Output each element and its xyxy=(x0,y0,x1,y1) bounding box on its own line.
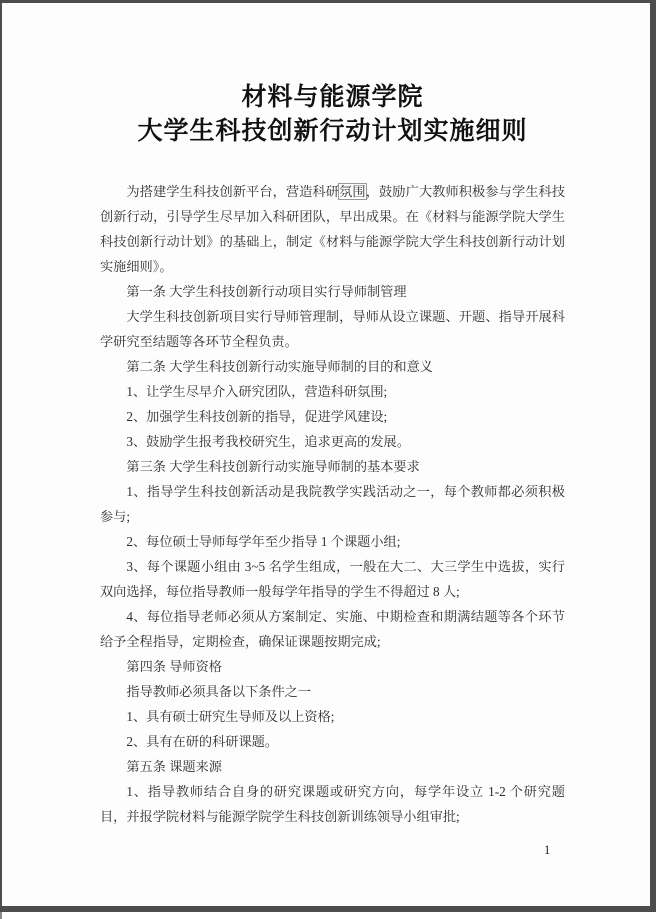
paragraph: 指导教师必须具备以下条件之一 xyxy=(126,684,312,699)
document-body xyxy=(100,179,565,829)
paragraph: 4、每位指导老师必须从方案制定、实施、中期检查和期满结题等各个环节给予全程指导，定期检查，确保证课题按期完成; xyxy=(100,609,565,649)
paragraph: 2、加强学生科技创新的指导，促进学风建设; xyxy=(126,409,388,424)
page-number: 1 xyxy=(544,843,551,857)
paragraph: 2、每位硕士导师每学年至少指导 1 个课题小组; xyxy=(126,534,401,549)
paragraph: 1、指导学生科技创新活动是我院教学实践活动之一，每个教师都必须积极参与; xyxy=(100,484,565,524)
section-heading: 第五条 课题来源 xyxy=(126,759,222,774)
paragraph: 1、让学生尽早介入研究团队，营造科研氛围; xyxy=(126,384,388,399)
paragraph: 2、具有在研的科研课题。 xyxy=(126,734,279,749)
document-title xyxy=(100,80,565,148)
page-content xyxy=(2,80,650,919)
paragraph: 大学生科技创新项目实行导师管理制，导师从设立课题、开题、指导开展科学研究至结题等各环节全程负责。 xyxy=(100,309,565,349)
section-heading: 第四条 导师资格 xyxy=(126,659,222,674)
paragraph: 1、指导教师结合自身的研究课题或研究方向，每学年设立 1-2 个研究题目，并报学院材料与能源学院学生科技创新训练领导小组审批; xyxy=(100,784,565,824)
boxed-text-field: 氛围 xyxy=(339,184,366,199)
section-heading: 第三条 大学生科技创新行动实施导师制的基本要求 xyxy=(126,459,420,474)
section-heading: 第一条 大学生科技创新行动项目实行导师制管理 xyxy=(126,284,407,299)
paragraph: 3、每个课题小组由 3~5 名学生组成，一般在大二、大三学生中选拔，实行双向选择，每位指导教师一般每学年指导的学生不得超过 8 人; xyxy=(100,559,565,599)
paragraph: 为搭建学生科技创新平台，营造科研氛围，鼓励广大教师积极参与学生科技创新行动，引导学生尽早加入科研团队，早出成果。在《材料与能源学院大学生科技创新行动计划》的基础上，制定《材料与能源学院大学生科技创新行动计划实施细则》。 xyxy=(100,184,566,274)
section-heading: 第二条 大学生科技创新行动实施导师制的目的和意义 xyxy=(126,359,433,374)
title-line-2: 大学生科技创新行动计划实施细则 xyxy=(137,117,528,145)
title-line-1: 材料与能源学院 xyxy=(241,83,424,111)
paragraph: 3、鼓励学生报考我校研究生，追求更高的发展。 xyxy=(126,434,410,449)
paragraph: 1、具有硕士研究生导师及以上资格; xyxy=(126,709,335,724)
